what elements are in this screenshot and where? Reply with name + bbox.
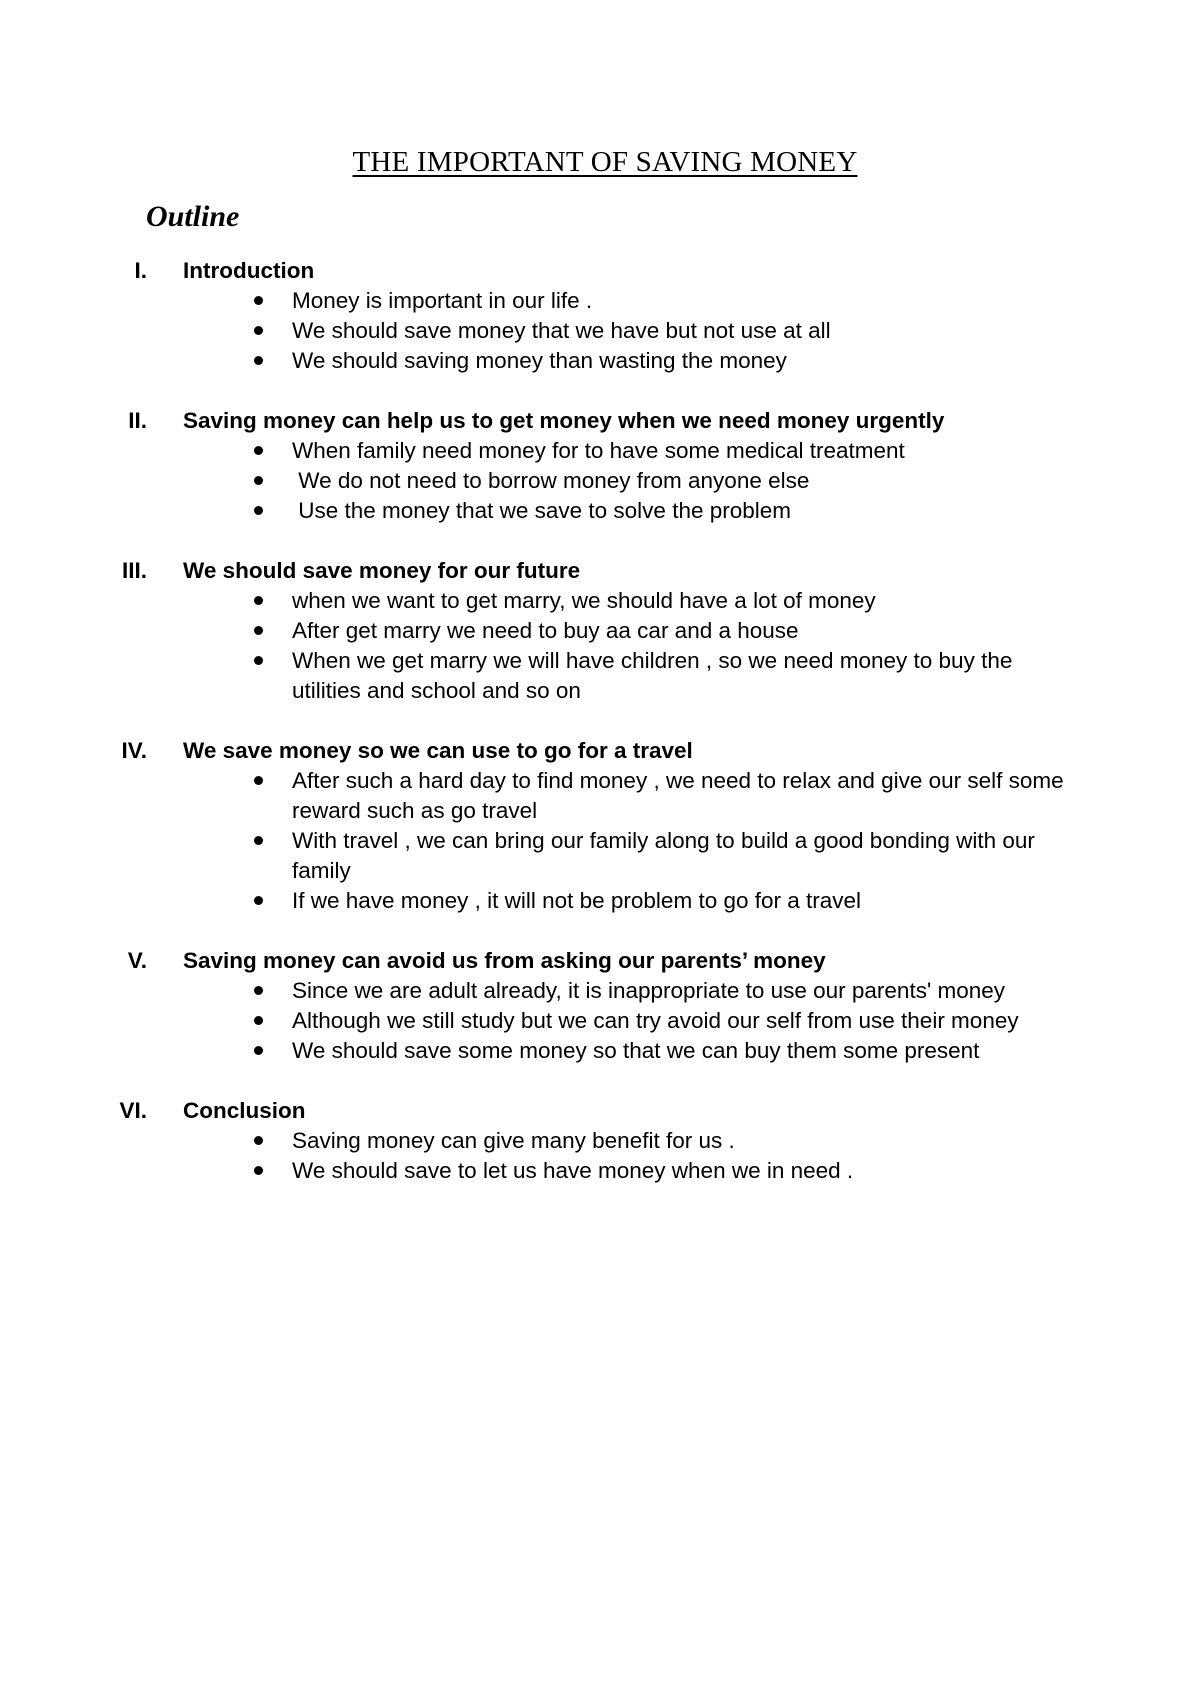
bullet-text: We should save some money so that we can buy them some present <box>292 1038 980 1063</box>
section-heading-row <box>0 256 1200 286</box>
bullet-text: Money is important in our life . <box>292 288 593 313</box>
bullet-icon <box>0 1006 292 1036</box>
bullet-item <box>0 466 1200 496</box>
bullet-item <box>0 586 1200 616</box>
outline-section <box>0 556 1200 706</box>
bullet-icon <box>0 466 292 496</box>
outline-section <box>0 946 1200 1066</box>
bullet-item <box>0 1006 1200 1036</box>
bullet-item <box>0 1126 1200 1156</box>
bullet-icon <box>0 286 292 316</box>
bullet-icon <box>0 1156 292 1186</box>
bullet-icon <box>0 646 292 676</box>
bullet-item <box>0 646 1200 706</box>
bullet-icon <box>0 766 292 796</box>
bullet-item <box>0 316 1200 346</box>
section-numeral: I. <box>134 258 147 283</box>
section-heading: We should save money for our future <box>183 558 581 583</box>
outline-section <box>0 736 1200 916</box>
section-numeral: II. <box>128 408 147 433</box>
section-heading-row <box>0 736 1200 766</box>
bullet-icon <box>0 316 292 346</box>
bullet-item <box>0 286 1200 316</box>
section-heading: Saving money can avoid us from asking our parents’ money <box>183 948 826 973</box>
bullet-text: We should save money that we have but not use at all <box>292 318 831 343</box>
bullet-icon <box>0 436 292 466</box>
bullet-text: We should saving money than wasting the money <box>292 348 787 373</box>
bullet-item <box>0 496 1200 526</box>
bullet-text: After such a hard day to find money , we need to relax and give our self some reward such as go travel <box>292 768 1064 823</box>
bullet-list <box>0 286 1200 376</box>
bullet-list <box>0 1126 1200 1186</box>
document-title: THE IMPORTANT OF SAVING MONEY <box>352 146 858 178</box>
bullet-list <box>0 436 1200 526</box>
bullet-icon <box>0 976 292 1006</box>
bullet-icon <box>0 346 292 376</box>
bullet-text: We should save to let us have money when we in need . <box>292 1158 854 1183</box>
bullet-text: Use the money that we save to solve the problem <box>292 498 792 523</box>
bullet-item <box>0 436 1200 466</box>
section-heading: Saving money can help us to get money when we need money urgently <box>183 408 945 433</box>
outline-section <box>0 256 1200 376</box>
outline-heading: Outline <box>146 200 240 233</box>
bullet-icon <box>0 586 292 616</box>
bullet-icon <box>0 1126 292 1156</box>
bullet-text: If we have money , it will not be problem to go for a travel <box>292 888 862 913</box>
bullet-text: when we want to get marry, we should have a lot of money <box>292 588 876 613</box>
bullet-text: We do not need to borrow money from anyone else <box>292 468 810 493</box>
bullet-item <box>0 976 1200 1006</box>
bullet-item <box>0 766 1200 826</box>
bullet-text: After get marry we need to buy aa car and a house <box>292 618 799 643</box>
bullet-item <box>0 826 1200 886</box>
bullet-text: When family need money for to have some medical treatment <box>292 438 905 463</box>
bullet-list <box>0 586 1200 706</box>
bullet-icon <box>0 616 292 646</box>
section-numeral: III. <box>121 558 147 583</box>
bullet-item <box>0 616 1200 646</box>
bullet-icon <box>0 496 292 526</box>
section-numeral: VI. <box>119 1098 147 1123</box>
section-numeral: V. <box>127 948 147 973</box>
section-heading-row <box>0 556 1200 586</box>
section-heading-row <box>0 406 1200 436</box>
section-heading: Conclusion <box>183 1098 306 1123</box>
bullet-list <box>0 766 1200 916</box>
section-heading: Introduction <box>183 258 315 283</box>
section-heading-row <box>0 946 1200 976</box>
bullet-icon <box>0 886 292 916</box>
bullet-text: When we get marry we will have children , so we need money to buy the utilities and school and so on <box>292 648 1013 703</box>
outline-section <box>0 1096 1200 1186</box>
section-heading: We save money so we can use to go for a travel <box>183 738 693 763</box>
bullet-text: Saving money can give many benefit for us . <box>292 1128 735 1153</box>
outline-sections <box>0 256 1200 1216</box>
bullet-icon <box>0 826 292 856</box>
section-heading-row <box>0 1096 1200 1126</box>
bullet-item <box>0 346 1200 376</box>
section-numeral: IV. <box>121 738 147 763</box>
bullet-icon <box>0 1036 292 1066</box>
bullet-text: Since we are adult already, it is inappropriate to use our parents' money <box>292 978 1006 1003</box>
outline-section <box>0 406 1200 526</box>
bullet-item <box>0 1036 1200 1066</box>
bullet-text: With travel , we can bring our family along to build a good bonding with our family <box>292 828 1035 883</box>
bullet-item <box>0 886 1200 916</box>
bullet-list <box>0 976 1200 1066</box>
bullet-item <box>0 1156 1200 1186</box>
bullet-text: Although we still study but we can try avoid our self from use their money <box>292 1008 1019 1033</box>
